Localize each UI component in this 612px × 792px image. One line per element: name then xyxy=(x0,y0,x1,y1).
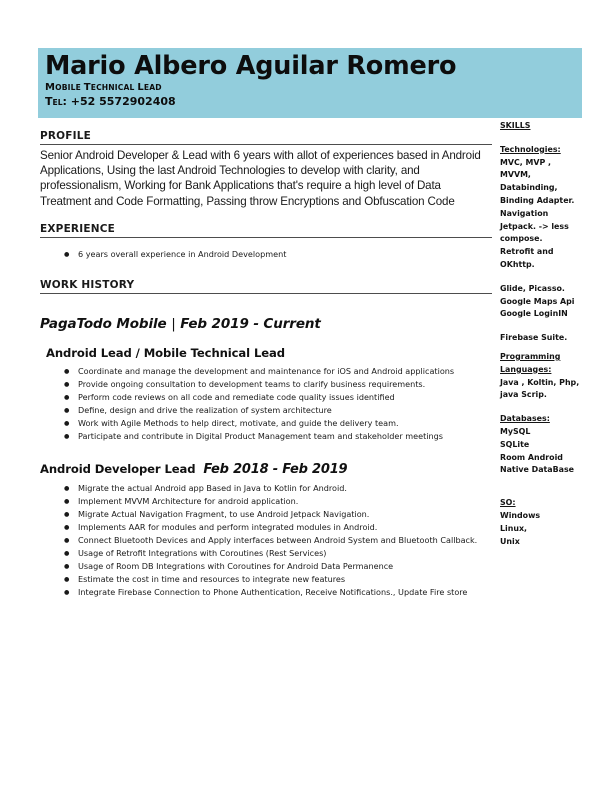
candidate-phone xyxy=(45,95,582,109)
candidate-title-part: OBILE xyxy=(55,82,84,92)
header-banner xyxy=(38,48,582,118)
skill-item: Google Maps Api xyxy=(500,296,575,306)
job-company: PagaTodo Mobile xyxy=(40,315,167,332)
list-item: ● Participate and contribute in Digital Product Management team and stakeholder meetings xyxy=(40,430,492,443)
skill-item: Firebase Suite. xyxy=(500,333,568,343)
skill-item: MVC, MVP , xyxy=(500,157,551,167)
skill-item: MVVM, xyxy=(500,170,531,180)
skill-item: MySQL xyxy=(500,426,531,436)
phone-label-cap: T xyxy=(45,95,53,109)
section-heading-experience: EXPERIENCE xyxy=(40,223,492,238)
skill-item: Windows xyxy=(500,510,541,520)
skill-item: Jetpack. -> less xyxy=(500,221,569,231)
skill-item: Navigation xyxy=(500,208,549,218)
list-item: ● Implement MVVM Architecture for android application. xyxy=(40,495,492,508)
list-item: ● Usage of Room DB Integrations with Coroutines for Android Data Permanence xyxy=(40,560,492,573)
candidate-title-part: ECHNICAL xyxy=(90,82,138,92)
list-item: ● Connect Bluetooth Devices and Apply interfaces between Android System and Bluetooth Callback. xyxy=(40,534,492,547)
list-item: ● Perform code reviews on all code and remediate code quality issues identified xyxy=(40,391,492,404)
candidate-title xyxy=(45,81,582,95)
list-item: ● Provide ongoing consultation to development teams to clarify business requirements. xyxy=(40,378,492,391)
main-content xyxy=(40,130,492,600)
list-item: ● Implements AAR for modules and perform integrated modules in Android. xyxy=(40,521,492,534)
skill-item: Room Android xyxy=(500,452,563,462)
list-item: ● Migrate the actual Android app Based in Java to Kotlin for Android. xyxy=(40,482,492,495)
skill-item: compose. xyxy=(500,234,543,244)
job-role-2: Android Developer Lead xyxy=(40,461,196,476)
job-separator: | xyxy=(171,315,176,332)
skill-item: java Scrip. xyxy=(500,390,547,400)
list-item: ● Integrate Firebase Connection to Phone Authentication, Receive Notifications., Update Fire store xyxy=(40,586,492,599)
candidate-title-part: T xyxy=(83,81,91,93)
skill-item: Databinding, xyxy=(500,183,558,193)
list-item: ● Usage of Retrofit Integrations with Coroutines (Rest Services) xyxy=(40,547,492,560)
skills-group-label-languages-line1: Programming xyxy=(500,351,561,361)
job-header-1 xyxy=(40,316,492,332)
skills-group-label-technologies: Technologies: xyxy=(500,144,561,154)
list-item: ● 6 years overall experience in Android Development xyxy=(40,248,492,261)
skill-item: Retrofit and xyxy=(500,247,554,257)
candidate-title-part: L xyxy=(137,81,144,93)
candidate-title-part: EAD xyxy=(143,82,162,92)
section-heading-profile: PROFILE xyxy=(40,130,492,145)
candidate-name: Mario Albero Aguilar Romero xyxy=(45,51,457,81)
phone-number: : +52 5572902408 xyxy=(62,95,176,109)
experience-list xyxy=(40,248,492,261)
job-dates: Feb 2019 - Current xyxy=(180,315,321,332)
phone-label-rest: EL xyxy=(52,98,63,108)
job-header-2 xyxy=(40,462,492,477)
job-bullets-2 xyxy=(40,482,492,600)
skill-item: Google LoginIN xyxy=(500,309,568,319)
job-dates-2: Feb 2018 - Feb 2019 xyxy=(203,461,348,477)
candidate-title-part: M xyxy=(45,81,56,93)
skill-item: Java , Koltin, Php, xyxy=(500,377,580,387)
skill-item: Glide, Picasso. xyxy=(500,283,565,293)
list-item: ● Work with Agile Methods to help direct, motivate, and guide the delivery team. xyxy=(40,417,492,430)
section-heading-work-history: WORK HISTORY xyxy=(40,279,492,294)
skill-item: Linux, xyxy=(500,523,528,533)
skills-group-label-languages-line2: Languages: xyxy=(500,364,552,374)
list-item: ● Estimate the cost in time and resources to integrate new features xyxy=(40,573,492,586)
list-item: ● Migrate Actual Navigation Fragment, to use Android Jetpack Navigation. xyxy=(40,508,492,521)
skills-heading: SKILLS xyxy=(500,121,531,130)
skills-group-label-databases: Databases: xyxy=(500,414,550,424)
job-role-1: Android Lead / Mobile Technical Lead xyxy=(46,345,285,360)
skill-item: OKhttp. xyxy=(500,259,535,269)
skill-item: Unix xyxy=(500,536,520,546)
skill-item: Native DataBase xyxy=(500,465,575,475)
list-item: ● Coordinate and manage the development and maintenance for iOS and Android applications xyxy=(40,365,492,378)
job-bullets-1 xyxy=(40,365,492,444)
list-item: ● Define, design and drive the realization of system architecture xyxy=(40,404,492,417)
profile-body: Senior Android Developer & Lead with 6 years with allot of experiences based in Android Applications, Using the last Android Technologies to develop with clarity, and professionalism, Working for Bank Applications that's require a high level of Data Treatment and Code Formatting, Passing throw Encryptions and Obfuscation Code xyxy=(40,149,481,208)
skills-sidebar xyxy=(500,120,604,548)
skills-group-label-so: SO: xyxy=(500,498,516,508)
skill-item: SQLite xyxy=(500,439,530,449)
skill-item: Binding Adapter. xyxy=(500,195,575,205)
